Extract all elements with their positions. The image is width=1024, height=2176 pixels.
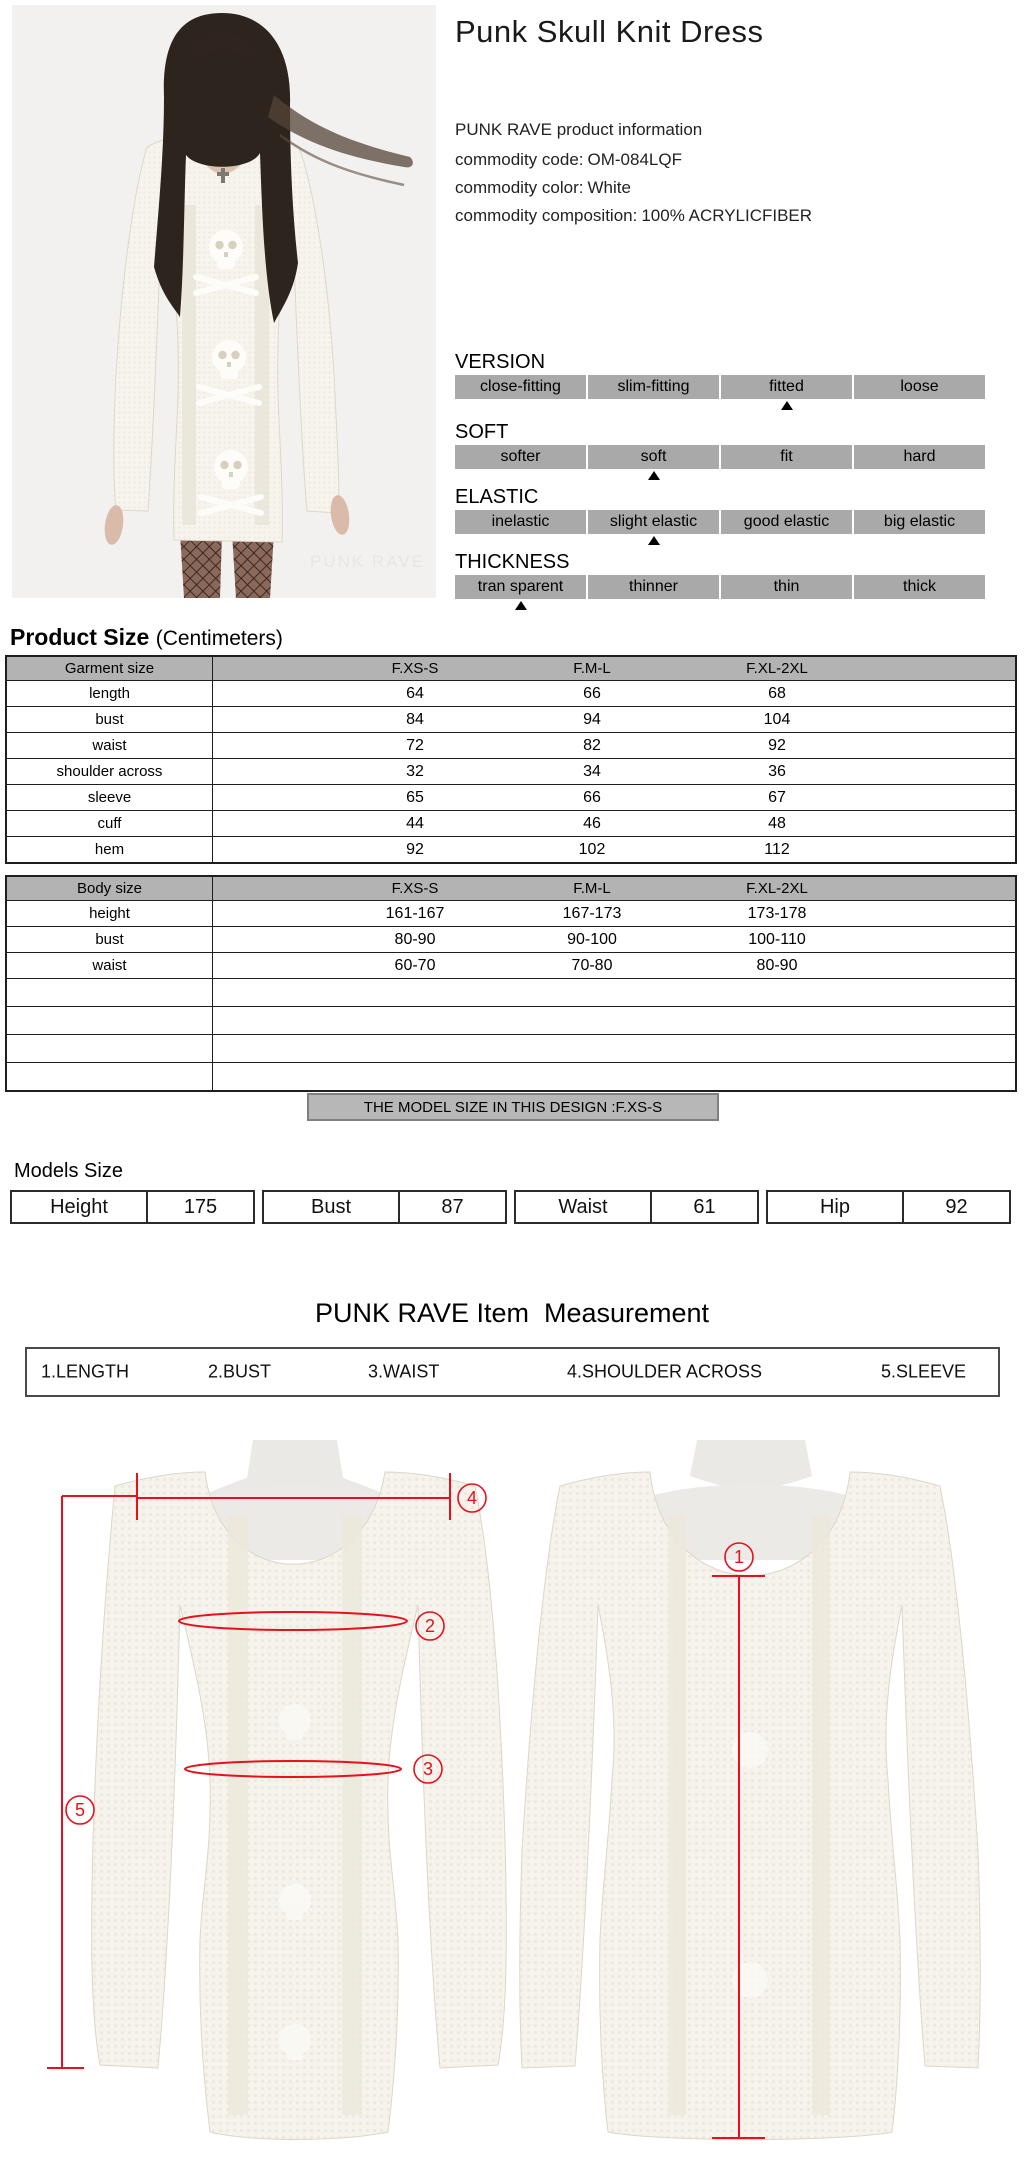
attribute-label: SOFT bbox=[455, 421, 509, 443]
legend-item: 4.SHOULDER ACROSS bbox=[567, 1361, 763, 1382]
models-size-label: Hip bbox=[768, 1192, 904, 1222]
table-header-cell: F.XL-2XL bbox=[746, 879, 808, 897]
selected-marker-icon bbox=[781, 401, 793, 410]
table-header-label: Garment size bbox=[7, 657, 213, 680]
measurement-photos bbox=[0, 1420, 1024, 2176]
table-header-cell: F.M-L bbox=[573, 879, 611, 897]
info-value: OM-084LQF bbox=[587, 150, 682, 169]
info-label: commodity color: bbox=[455, 178, 584, 197]
table-cell: 68 bbox=[768, 684, 786, 702]
models-size-label: Height bbox=[12, 1192, 148, 1222]
models-size-value: 175 bbox=[183, 1195, 218, 1218]
table-row bbox=[7, 901, 1015, 927]
table-empty-row bbox=[7, 1007, 1015, 1035]
table-row bbox=[7, 927, 1015, 953]
attribute-option: hard bbox=[854, 445, 985, 469]
info-value: White bbox=[587, 178, 631, 197]
selected-marker-icon bbox=[515, 601, 527, 610]
table-cell: 32 bbox=[406, 762, 424, 780]
table-row bbox=[7, 811, 1015, 837]
table-cell: 100-110 bbox=[748, 930, 806, 948]
callout-shoulder: 4 bbox=[466, 1488, 478, 1508]
table-cell: 82 bbox=[583, 736, 601, 754]
table-cell: 112 bbox=[764, 840, 790, 858]
info-label: commodity composition: bbox=[455, 206, 638, 225]
selected-marker-icon bbox=[648, 536, 660, 545]
table-cell: 92 bbox=[768, 736, 786, 754]
selected-marker-icon bbox=[648, 471, 660, 480]
attribute-option: close-fitting bbox=[455, 375, 586, 399]
row-label: hem bbox=[7, 837, 213, 862]
table-cell: 167-173 bbox=[562, 904, 622, 922]
row-label: waist bbox=[7, 733, 213, 758]
callout-waist: 3 bbox=[422, 1759, 434, 1779]
product-info-line bbox=[455, 178, 631, 198]
models-size-value: 61 bbox=[693, 1195, 716, 1218]
attribute-section-thickness bbox=[455, 551, 989, 599]
legend-item: 2.BUST bbox=[208, 1361, 272, 1382]
attribute-options bbox=[455, 510, 989, 534]
callout-length: 1 bbox=[733, 1547, 745, 1567]
legend-item: 3.WAIST bbox=[368, 1361, 440, 1382]
attribute-options bbox=[455, 375, 989, 399]
callout-bust: 2 bbox=[424, 1616, 436, 1636]
front-dress-photo bbox=[92, 1440, 507, 2140]
product-info-line bbox=[455, 150, 682, 170]
table-cell: 92 bbox=[406, 840, 424, 858]
row-label-empty bbox=[7, 1035, 213, 1062]
attribute-option: fitted bbox=[721, 375, 852, 399]
row-label: waist bbox=[7, 953, 213, 978]
table-cell: 104 bbox=[763, 710, 791, 728]
model-photo bbox=[12, 5, 436, 598]
models-size-box bbox=[10, 1190, 255, 1224]
attribute-option: soft bbox=[588, 445, 719, 469]
photo-watermark: PUNK RAVE bbox=[310, 552, 425, 571]
table-cell: 94 bbox=[583, 710, 601, 728]
product-size-title: Product Size bbox=[10, 624, 150, 650]
table-cell: 102 bbox=[578, 840, 606, 858]
table-header-cell: F.XS-S bbox=[391, 879, 439, 897]
row-label: bust bbox=[7, 707, 213, 732]
table-row bbox=[7, 733, 1015, 759]
table-row bbox=[7, 759, 1015, 785]
measurement-illustration bbox=[0, 1420, 1024, 2176]
table-row bbox=[7, 707, 1015, 733]
product-size-unit: (Centimeters) bbox=[155, 627, 283, 650]
page-title: Punk Skull Knit Dress bbox=[455, 14, 764, 49]
models-size-value: 87 bbox=[441, 1195, 464, 1218]
table-cell: 80-90 bbox=[756, 956, 798, 974]
models-size-label: Waist bbox=[516, 1192, 652, 1222]
table-cell: 66 bbox=[583, 684, 601, 702]
table-header-row bbox=[7, 877, 1015, 901]
product-info-heading: PUNK RAVE product information bbox=[455, 120, 703, 139]
row-label: height bbox=[7, 901, 213, 926]
models-size-label: Bust bbox=[264, 1192, 400, 1222]
product-info-line bbox=[455, 206, 812, 226]
table-cell: 84 bbox=[406, 710, 424, 728]
attribute-options bbox=[455, 445, 989, 469]
attribute-section-elastic bbox=[455, 486, 989, 534]
attribute-label: ELASTIC bbox=[455, 486, 539, 508]
attribute-label: VERSION bbox=[455, 351, 546, 373]
table-row bbox=[7, 837, 1015, 862]
table-cell: 64 bbox=[406, 684, 424, 702]
table-empty-row bbox=[7, 1035, 1015, 1063]
table-header-cell: F.M-L bbox=[573, 659, 611, 677]
table-header-cell: F.XS-S bbox=[391, 659, 439, 677]
legend-item: 1.LENGTH bbox=[41, 1361, 130, 1382]
table-cell: 72 bbox=[406, 736, 424, 754]
row-label: sleeve bbox=[7, 785, 213, 810]
measurement-heading: PUNK RAVE Item Measurement bbox=[314, 1298, 710, 1328]
models-size-box bbox=[514, 1190, 759, 1224]
callout-sleeve: 5 bbox=[74, 1800, 86, 1820]
table-cell: 44 bbox=[406, 814, 424, 832]
table-cell: 34 bbox=[583, 762, 601, 780]
table-cell: 65 bbox=[406, 788, 424, 806]
attribute-option: slight elastic bbox=[588, 510, 719, 534]
table-row bbox=[7, 785, 1015, 811]
attribute-option: thinner bbox=[588, 575, 719, 599]
table-empty-row bbox=[7, 1063, 1015, 1090]
table-cell: 60-70 bbox=[394, 956, 436, 974]
attribute-option: thick bbox=[854, 575, 985, 599]
row-label-empty bbox=[7, 979, 213, 1006]
garment-size-table bbox=[5, 655, 1017, 864]
attribute-option: slim-fitting bbox=[588, 375, 719, 399]
models-size-box bbox=[262, 1190, 507, 1224]
legend-item: 5.SLEEVE bbox=[881, 1361, 967, 1382]
row-label: shoulder across bbox=[7, 759, 213, 784]
table-cell: 90-100 bbox=[567, 930, 617, 948]
table-empty-row bbox=[7, 979, 1015, 1007]
attribute-option: fit bbox=[721, 445, 852, 469]
row-label-empty bbox=[7, 1063, 213, 1090]
back-dress-photo bbox=[520, 1440, 981, 2140]
table-header-cell: F.XL-2XL bbox=[746, 659, 808, 677]
models-size-box bbox=[766, 1190, 1011, 1224]
mannequin-neck-back bbox=[690, 1440, 812, 1490]
attribute-options bbox=[455, 575, 989, 599]
row-label-empty bbox=[7, 1007, 213, 1034]
attribute-option: inelastic bbox=[455, 510, 586, 534]
attribute-option: good elastic bbox=[721, 510, 852, 534]
models-size-heading: Models Size bbox=[14, 1160, 123, 1182]
row-label: bust bbox=[7, 927, 213, 952]
attribute-section-soft bbox=[455, 421, 989, 469]
table-cell: 80-90 bbox=[394, 930, 436, 948]
table-cell: 67 bbox=[768, 788, 786, 806]
attribute-option: big elastic bbox=[854, 510, 985, 534]
table-cell: 46 bbox=[583, 814, 601, 832]
row-label: length bbox=[7, 681, 213, 706]
info-value: 100% ACRYLICFIBER bbox=[641, 206, 813, 225]
product-size-heading bbox=[10, 624, 283, 651]
row-label: cuff bbox=[7, 811, 213, 836]
models-size-value: 92 bbox=[945, 1195, 968, 1218]
model-size-note: THE MODEL SIZE IN THIS DESIGN :F.XS-S bbox=[307, 1093, 719, 1121]
attribute-option: loose bbox=[854, 375, 985, 399]
table-cell: 173-178 bbox=[747, 904, 807, 922]
attribute-option: thin bbox=[721, 575, 852, 599]
attribute-section-version bbox=[455, 351, 989, 399]
table-header-label: Body size bbox=[7, 877, 213, 900]
attribute-label: THICKNESS bbox=[455, 551, 570, 573]
model-photo-illustration bbox=[12, 5, 436, 598]
table-cell: 66 bbox=[583, 788, 601, 806]
table-cell: 70-80 bbox=[571, 956, 613, 974]
attribute-option: softer bbox=[455, 445, 586, 469]
models-size-row bbox=[10, 1190, 1014, 1224]
table-cell: 48 bbox=[768, 814, 786, 832]
body-size-table bbox=[5, 875, 1017, 1092]
table-cell: 36 bbox=[768, 762, 786, 780]
table-row bbox=[7, 681, 1015, 707]
table-cell: 161-167 bbox=[385, 904, 445, 922]
table-row bbox=[7, 953, 1015, 979]
table-header-row bbox=[7, 657, 1015, 681]
info-label: commodity code: bbox=[455, 150, 584, 169]
attribute-option: tran sparent bbox=[455, 575, 586, 599]
measurement-legend bbox=[25, 1347, 1000, 1397]
